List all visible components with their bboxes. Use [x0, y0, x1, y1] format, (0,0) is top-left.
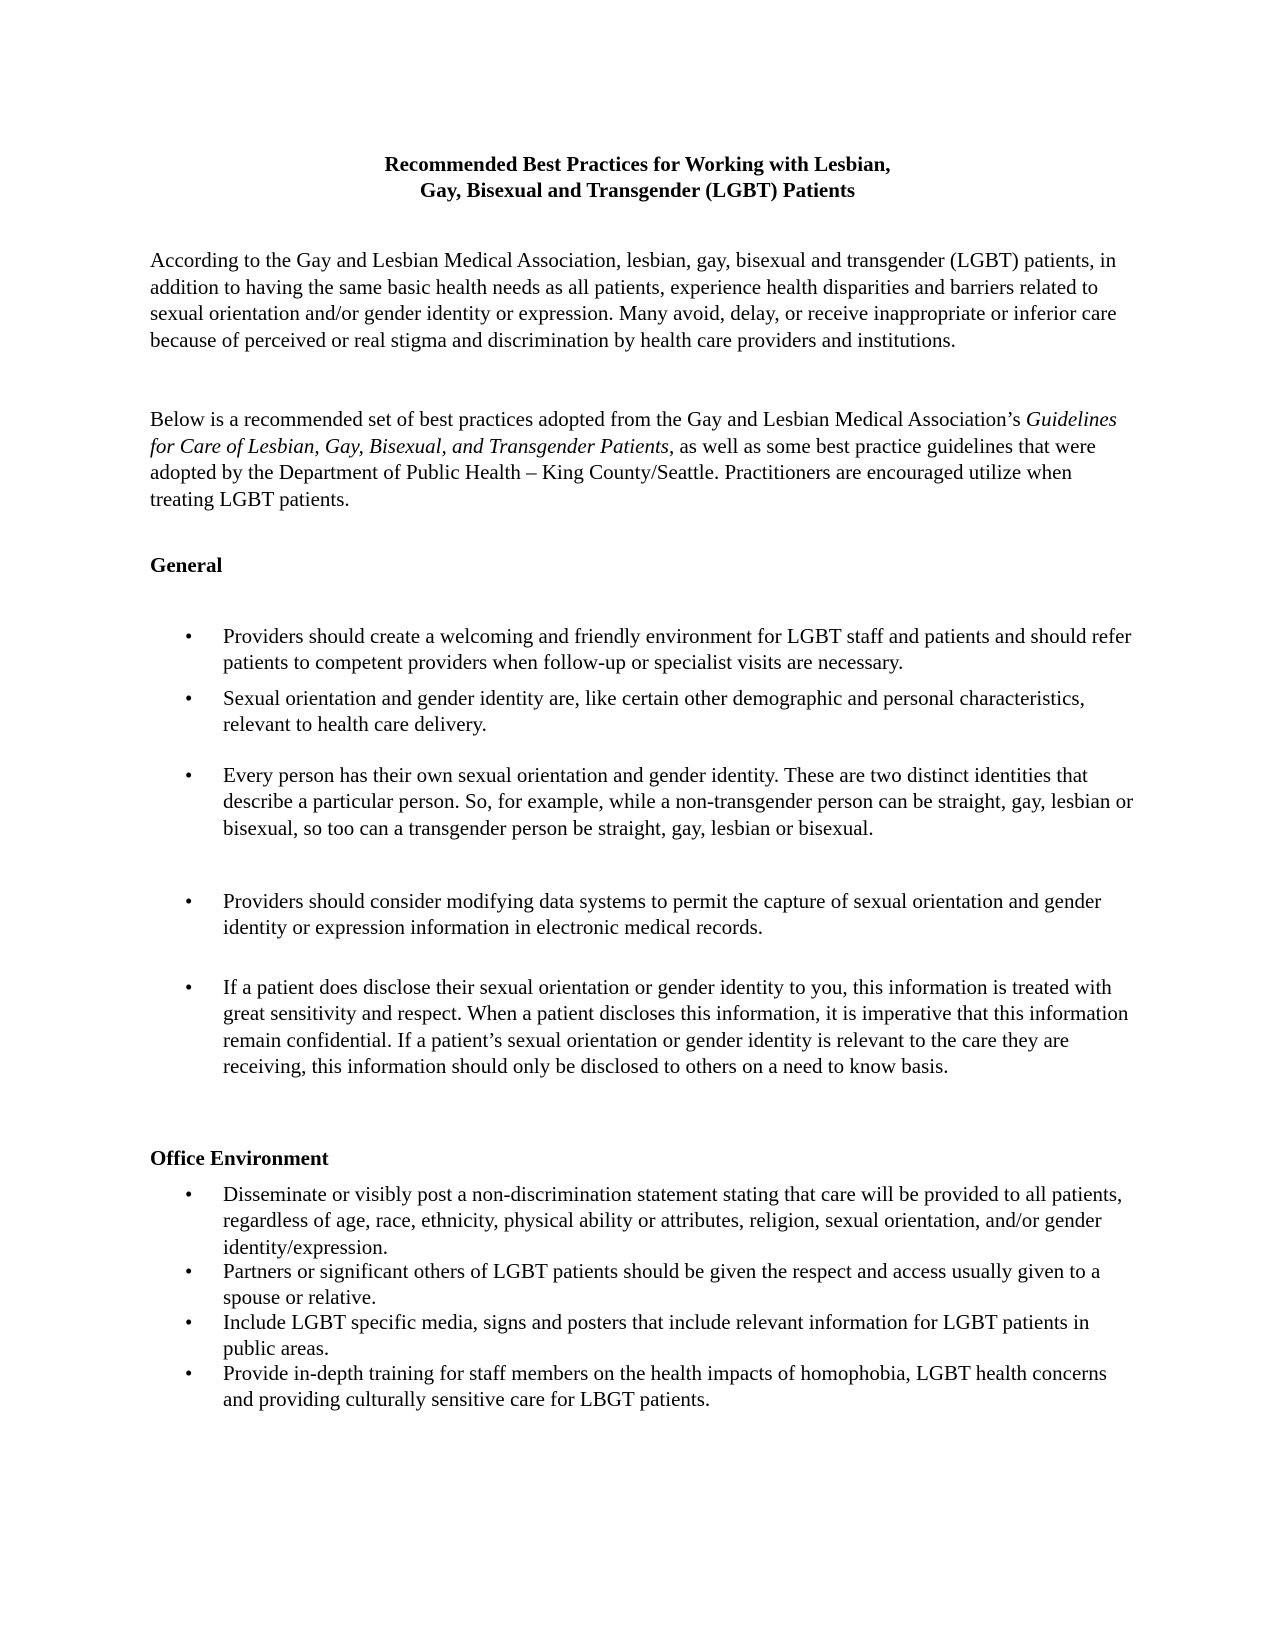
bullet-icon: • [185, 1259, 193, 1283]
bullet-icon: • [185, 1310, 193, 1334]
second-paragraph-text-end: as well as some best practice guidelines that were adopted by the Department of Public Health – King County/Seattle. Practitioners are encouraged utilize when treating LGBT patients. [150, 433, 1096, 511]
intro-paragraph: According to the Gay and Lesbian Medical Association, lesbian, gay, bisexual and transgender (LGBT) patients, in addition to having the same basic health needs as all patients, experience health disparities and barriers related to sexual orientation and/or gender identity or expression. Many avoid, delay, or receive inappropriate or inferior care because of perceived or real stigma and discrimination by health care providers and institutions. [150, 248, 1117, 352]
second-paragraph [150, 406, 1130, 512]
list-item-text: Disseminate or visibly post a non-discrimination statement stating that care will be provided to all patients, regardless of age, race, ethnicity, physical ability or attributes, religion, sexual orientation, and/or gender identity/expression. [223, 1182, 1123, 1259]
list-item-text: Providers should create a welcoming and friendly environment for LGBT staff and patients and should refer patients to competent providers when follow-up or specialist visits are necessary. [223, 624, 1132, 675]
section-heading-office-environment: Office Environment [150, 1146, 329, 1170]
list-item-text: Provide in-depth training for staff members on the health impacts of homophobia, LGBT health concerns and providing culturally sensitive care for LBGT patients. [223, 1361, 1107, 1412]
bullet-icon: • [185, 1182, 193, 1206]
bullet-icon: • [185, 763, 193, 787]
list-item-text: Partners or significant others of LGBT patients should be given the respect and access usually given to a spouse or relative. [223, 1259, 1101, 1310]
second-paragraph-text-start: Below is a recommended set of best practices adopted from the Gay and Lesbian Medical Association’s [150, 407, 1026, 431]
list-item-text: If a patient does disclose their sexual orientation or gender identity to you, this information is treated with great sensitivity and respect. When a patient discloses this information, it is imperative that this information remain confidential. If a patient’s sexual orientation or gender identity is relevant to the care they are receiving, this information should only be disclosed to others on a need to know basis. [223, 975, 1129, 1078]
list-item-text: Every person has their own sexual orientation and gender identity. These are two distinct identities that describe a particular person. So, for example, while a non-transgender person can be straight, gay, lesbian or bisexual, so too can a transgender person be straight, gay, lesbian or bisexual. [223, 763, 1134, 840]
bullet-icon: • [185, 1361, 193, 1385]
bullet-icon: • [185, 975, 193, 999]
list-item-text: Sexual orientation and gender identity are, like certain other demographic and personal characteristics, relevant to health care delivery. [223, 686, 1085, 737]
list-item-text: Include LGBT specific media, signs and posters that include relevant information for LGBT patients in public areas. [223, 1310, 1090, 1361]
bullet-icon: • [185, 889, 193, 913]
bullet-icon: • [185, 686, 193, 710]
document-title-line-2: Gay, Bisexual and Transgender (LGBT) Patients [419, 178, 856, 202]
document-title-line-1: Recommended Best Practices for Working with Lesbian, [384, 152, 891, 176]
list-item-text: Providers should consider modifying data systems to permit the capture of sexual orientation and gender identity or expression information in electronic medical records. [223, 889, 1102, 940]
bullet-icon: • [185, 624, 193, 648]
section-heading-general: General [150, 553, 223, 577]
guidelines-title-italic: Guidelines for Care of Lesbian, Gay, Bisexual, and Transgender Patients, [150, 407, 1117, 458]
